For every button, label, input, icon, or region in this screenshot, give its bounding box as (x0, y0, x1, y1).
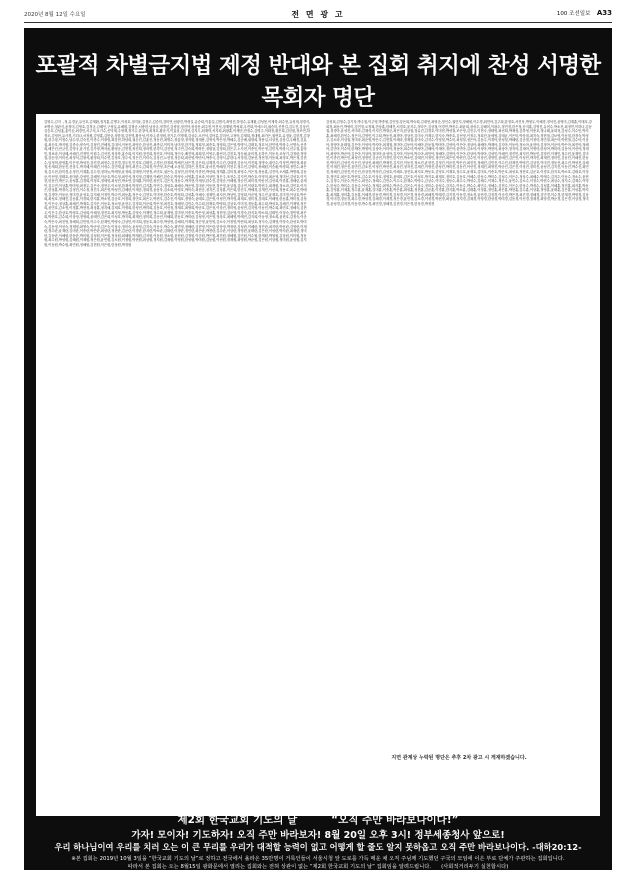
event-title: 제2회 한국교회 기도의 날 (177, 814, 298, 826)
masthead-right (557, 9, 612, 17)
event-title-line (24, 812, 612, 827)
ad-footer (24, 816, 612, 870)
signatories-column-left: 김영수,김지 ,정,유경균,유인호,김재환,정지훈,김병주,이성호,정지윤,김현주,김승미,강미연,엄광진,박정길,유승희,이홍길,김범식,최영진,하정수,유재환,김성봉,이재학,최수현,유성재,정경식,조병준,정관식,윤정미,김영호,김정규,김혜인,구성일,유혜원,김형준,서충한,남상규,정경신,김성엽,정진아,장상문,최주현,이진석,정재원,박성희,우진희,이에스더,권승미,신봉길,김두진,김상진,김승호,김성홍,홍이순,최경민,서주석,오기수,신덕재,주영재,정기수,한창석,최정호,황운식,이효상,김상영,김지우,최재학,석지희,최광훈,이재민,안정수,김명주,이화정,황은희,김신원,정조연,하정모,김영현,유사경,기리나,서정원,김영훈,김봉균,정한철,김진명,황운성,이지나,한정원,전기우,이명재,김상수,오민석,김아름,김미선,고정아,김재희,정대원,최가은,권연호,유정윤,김한경,김창원,한주형,이정수,남수정,김숙진,이종수,이장렬,최강현,하남희,권순진,김홍진,정동현,최명수,장흥영,정석원,정재용,김영석,박은정,박혜수,김준배,권형희,정용일,서상천,김삼길,우해진,김효섭,최순호,박지원,김종숙,양숙이,김형진,전혜정,김대석,이용진,곽영순,한상진,최종일,이미자,남미정,한기철,정희정,최종호,정영희,김은영,방명식,김태호,정호석,한민영,박창주,신명숙,신종희,배은진,안규진,김영국,윤기진,김가영,박자윤,황영준,김현정,장진희,정의명,한경식,김진영,정주연,김숙희,박하은,정원창,김정희,한은주,노지현,이종민,박은영,김민지,박창식,신우철,홍영민,정보라,이상배,서혜진,전경민,이원주,김석진,정상학,홍승희,이지원,정진희,장진호,이덕희,정인숙,배진혁,곽희정,이영주,황선미,김진호,정승필,윤미경,손하은,이동욱,조성기,김정란,정영철,강순정,이미선,최정석,김형석,황정희,이수연,김정호,정우석,정은진,이미숙,김상진,노현정,정순희,최선영,박민서,박종국,김영식,류한나,서정철,김용선,정현정,이동희,곽정호,박은정,김현수,임정혁,장영훈,이은영,박성진,강진경,최현수,김진경,정우진,민경호,김태진,주경선,한정희,박세진,남은경,김은희,심재경,이수진,강대현,김동석,이진희,정명숙,권인수,이정연,박민혁,최윤정,송재희,한동진,전상우,박지혜,이혜진,이성수,김민재,홍정아,최진수,김희정,이민영,조은혜,오상철,김하은,전경호,윤서진,박혜정,이현우,정수민,김영미,장혜원,이승환,박경희,정민수,최은정,김도현,한미경,손정민,이재훈,김수경,정하늘,박재영,윤정희,김태영,이현정,조민호,권은숙,김성민,한지영,이종현,박선희,정재훈,김미정,최영수,이은정,장동훈,김진아,오세훈,박명희,김동준,이선영,정태호,윤미란,강성민,김혜영,이준호,박수정,최민석,정지영,김재현,이해진,한승우,박정숙,서영훈,김보라,이상민,정은주,조현수,김지연,박승호,이영미,최준혁,정미선,김성호,이지현,한동민,박은주,윤성훈,김경희,이정호,정세영,최성민,박소연,김태훈,이미란,장진우,김은지,정동수,박지현,이재성,한수진,김영준,이혜원,정승민,최미경,박동현,김선희,이종훈,정혜린,윤재민,김수연,이상훈,박미영,최정우,김은숙,정현우,이소영,한재석,박정민,김지훈,이연주,정성호,최혜숙,박준영,김미란,이동현,정은영,윤상철,김나연,이광호,박현주,최재원,정소라,김민호,이지은,한상훈,박경숙,김정민,이수정,정진우,최은영,박성민,김혜란,이재준,정희경,윤동욱,김소희,이영호,박미숙,최현준,정지은,김상훈,이은희,한진우,박혜경,김재민,이선희,정용호,최수진,박태영,김경아,이동준,정미경,윤성호,김지혜,이정민,박수연,최동훈,정은숙,김현호,이미영,한승호,박정희,김성훈,이혜숙,정재민,최지현,박상민,김영희,이준영,정수진,윤재호,김미경,이상호,박은희,최성호,정혜진,김동훈,이경희,한지훈,박소영,김준호,이정희,정민호,최은주,박현우,김수진,이재호,정영숙,윤태호,김은영,이성민,박지영,최재호,정미정,김태호,이혜영,한동훈,박미정,김성진,이은숙,정상훈,최혜진,박재호,김지은,이동호,정소영,윤현우,김정희,이준희,박은정,최진호,정혜영,김민수,이수희,한재호,박영희,김상호,이미정,정동훈,최수희,박성호,김혜진,이재영,정은희,윤민호,김소영,이정훈,박현정,최상훈,정지혜,김재호,이영희,한성민,박미희,김동호,이선정,정재호,최영희,박준호,김은정,이상진,정미영,윤성민,김지영,이동민,박수희,최민호,정혜숙,김현우,이은주,한상호,박정호,김성희,이혜정,정진호,최지영,박동훈,김영숙,이재민,정수희,윤재영,김미영,이종호,박은영,최성훈,정현정,김준영,이경숙,한지호,박소희,김태민,이정숙,정민영,최은희,박현호,김수희,이상영,정영희,윤태민,김은희,이성호,박지희,최재민,정미희,김동민,이혜희,한동호,박미란,김성영,이은영,정상호,최혜영,박재민,김지희,이동영,정소희,윤현호,김정숙,이준숙,박은숙,최진영,정혜희,김민영,이수숙,한재민,박영숙,김상민,이미희,정동호,최수영,박성영,김혜희,이재희,정은영,윤민영,김소숙,이정영,박현희,최상호,정지숙,김재영,이영숙,한성호,박미숙,김동영,이선숙,정재영,최영숙,박준영,김은숙,이상숙,정미숙,윤성영,김지숙,이동숙,박수숙,최민영,정혜란,김현영,이은란,한상영,박정란,김성란,이혜란,정진란,최지란,박동란,김영란,이재란,정수란,윤재란,김미란,이종란,박은란,최성란,정현란,김준란,이경란,한지란,박소란,김태란,이정란,정민란,최은란,박현란,김수란,이상란,정영란,윤태란,김은란,이성란,박지란,최재란,정미란,김동란,이혜원,한동란,박미원,김성원,이은원,정상원,최혜원,박재원,김지원,이동원,정소원,윤현원,김정원,이준원,박은원,최진원,정혜원,김민원,이수원,한재원,박영원,김상원,이미원,정동원,최수원,박성원,김혜원,이재원,정은원,윤민원,김소원,이정원,박현원,최상원,정지원,김재원,이영원,한성원,박미원,김동원,이선원,정재원,최영원,박준원,김은원,이상원,정미원,윤성원,김지원,이동원,박수원,최민원,정혜원,김현원,이은원,한상원,박정원 (44, 120, 310, 247)
omission-notice: 지면 관계상 누락된 명단은 추후 2차 광고 시 게재하겠습니다. (391, 755, 527, 761)
newspaper-masthead (24, 9, 612, 23)
event-theme-quote: “오직 주만 바라보나이다!” (331, 814, 459, 826)
social-distancing-signature: (사회적거리두기 실천합시다) (441, 864, 509, 870)
signatories-panel (36, 114, 600, 816)
scripture-verse: 우리 하나님이여 우리를 치러 오는 이 큰 무리를 우리가 대적할 능력이 없고 어떻게 할 줄도 알지 못하옵고 오직 주만 바라보나이다. -대하20:12- (54, 842, 582, 852)
ad-headline: 포괄적 차별금지법 제정 반대와 본 집회 취지에 찬성 서명한 목회자 명단 (35, 53, 601, 111)
signatories-column-right: 김성희,김영수,김기자,박주철,이주영,박종원,김인영,강은희,박숙희,김대현,최영준,정인수,권민지,정혜원,이수경,최민아,김주희,한정호,서진욱,박형우,이혜경,정석진,윤영미,김재훈,이태호,강희정,최동진,박영미,김민정,오정희,전상훈,한혜진,서경호,윤지수,정다은,김상철,이경민,박진수,최윤희,장성우,김혜미,이광수,정민경,한은정,송지훈,김영진,유현수,박소진,최정민,이하나,김동철,정경아,윤성진,서미라,김재석,이지민,박형준,최은미,한상철,정유진,김경호,이미현,박성철,조은영,김진우,이현숙,정태영,최선희,박재성,김하영,이용호,정나래,윤희정,김성수,이수민,박지훈,최혜경,한민수,정은미,김영민,이주희,박동진,최경아,정상진,김미숙,이재우,한지숙,박종호,김선영,이정우,정희진,윤세영,김태균,이은미,박상철,최지숙,정현철,김보영,이동철,한경숙,박정우,김소라,이상철,정미라,최준영,박은수,김현철,이혜라,정재철,윤미숙,김지수,이영철,박수미,최성철,정은아,김동수,이경아,한성철,박혜란,김준철,이정아,정민철,최은아,박현철,김수아,이상아,정영아,윤태철,김은아,이성아,박지아,최재철,정미아,김동아,이혜아,한동철,박미아,김성아,이은아,정상아,최혜아,박재아,김지아,이동아,정소아,윤현아,김정아,이준아,박은아,최진아,정혜아,김민아,이수아,한재아,박영아,김상아,이미아,정동아,최수아,박성아,김혜아,이재아,정은아,윤민아,김소아,이정아,박현아,최상아,정지아,김재아,이영아,한성아,박미아,김동아,이선아,정재아,최영아,박준아,김은아,이상아,정미아,윤성아,김지아,이동아,박수아,최민아,정혜아,김현아,이은아,한상아,박정아,김성민,이혜민,정진민,최지민,박동민,김영민,이재민,정수민,윤재민,김미민,이종민,박은민,최성민,정현민,김준민,이경민,한지민,박소민,김태민,이정민,정민민,최은민,박현민,김수민,이상민,정영민,윤태민,김은민,이성민,박지민,최재민,정미민,김동민,이혜진,한동진,박미진,김성진,이은진,정상진,최혜진,박재진,김지진,이동진,정소진,윤현진,김정진,이준진,박은진,최진진,정혜진,김민진,이수진,한재진,박영진,김상진,이미진,정동진,최수진,박성진,김혜진,이재진,정은진,윤민진,김소진,이정진,박현진,최상진,정지진,김재진,이영진,한성진,박미진,김동진,이선진,정재진,최영진,박준진,김은진,이상진,정미진,윤성진,김지진,이동진,박수진,최민진,정혜진,김현진,이은진,한상진,박정진,김성호,이혜호,정진호,최지호,박동호,김영호,이재호,정수호,윤재호,김미호,이종호,박은호,최성호,정현호,김준호,이경호,한지호,박소호,김태호,이정호,정민호,최은호,박현호,김수호,이상호,정영호,윤태호,김은호,이성호,박지호,최재호,정미호,김동호,이혜수,한동수,박미수,김성수,이은수,정상수,최혜수,박재수,김지수,이동수,정소수,윤현수,김정수,이준수,박은수,최진수,정혜수,김민수,이수수,한재수,박영수,김상수,이미수,정동수,최수수,박성수,김혜수,이재수,정은수,윤민수,김소수,이정수,박현수,최상수,정지수,김재수,이영수,한성수,박미수,김동수,이선수,정재수,최영수,박준수,김은수,이상수,정미수,윤성수,김지수,이동수,박수수,최민수,정혜수,김현수,이은수,한상수,박정수,김성훈,이혜훈,정진훈,최지훈,박동훈,김영훈,이재훈,정수훈,윤재훈,김미훈,이종훈,박은훈,최성훈,정현훈,김준훈,이경훈,한지훈,박소훈,김태훈,이정훈,정민훈,최은훈,박현훈,김수훈,이상훈,정영훈,윤태훈,김은훈,이성훈,박지훈,최재훈,정미훈,김동훈,이혜경,한동경,박미경,김성경,이은경,정상경,최혜경,박재경,김지경,이동경,정소경,윤현경,김정경,이준경,박은경,최진경,정혜경,김민경,이수경,한재경,박영경,김상경,이미경,정동경,최수경,박성경,김혜경,이재경,정은경,윤민경,김소경,이정경,박현경,최상경,정지경,김재경,이영경,한성경,박미경,김동경,이선경,정재경,최영경,박준경,김은경,이상경,정미경,윤성경,김지경,이동경,박수경,최민경,정혜경,김현경,이은경,한상경,박정경 (326, 120, 592, 206)
newspaper-name: 100 조선일보 (556, 11, 591, 17)
masthead-date: 2020년 8월 12일 수요일 (24, 12, 86, 18)
event-note-1-text: ※본 집회는 2019년 10월 3일을 “한국교회 기도의 날”로 정하고 전국에서 올라온 35만명이 거룩인들이 서울시청 앞 도로를 가득 메운 채 오직 주님께 기도했던 구국의 모임에 이은 부로 단체가 주관하는 집회입니다. (71, 856, 565, 862)
masthead-section: 전 면 광 고 (291, 9, 345, 19)
event-note-2-text: 따라서 본 집회는 오는 8월15일 광화문에서 열리는 집회와는 전혀 상관이 없는 “제2회 한국교회 기도의 날” 집회임을 알려드립니다. (127, 864, 432, 870)
event-note-1 (24, 854, 612, 862)
full-page-advertisement (24, 28, 612, 870)
event-slogan: 가자! 모이자! 기도하자! 오직 주만 바라보자! 8월 20일 오후 3시! 정부세종청사 앞으로! (131, 830, 505, 841)
event-note-2 (24, 862, 612, 870)
page-number: A33 (596, 9, 612, 17)
